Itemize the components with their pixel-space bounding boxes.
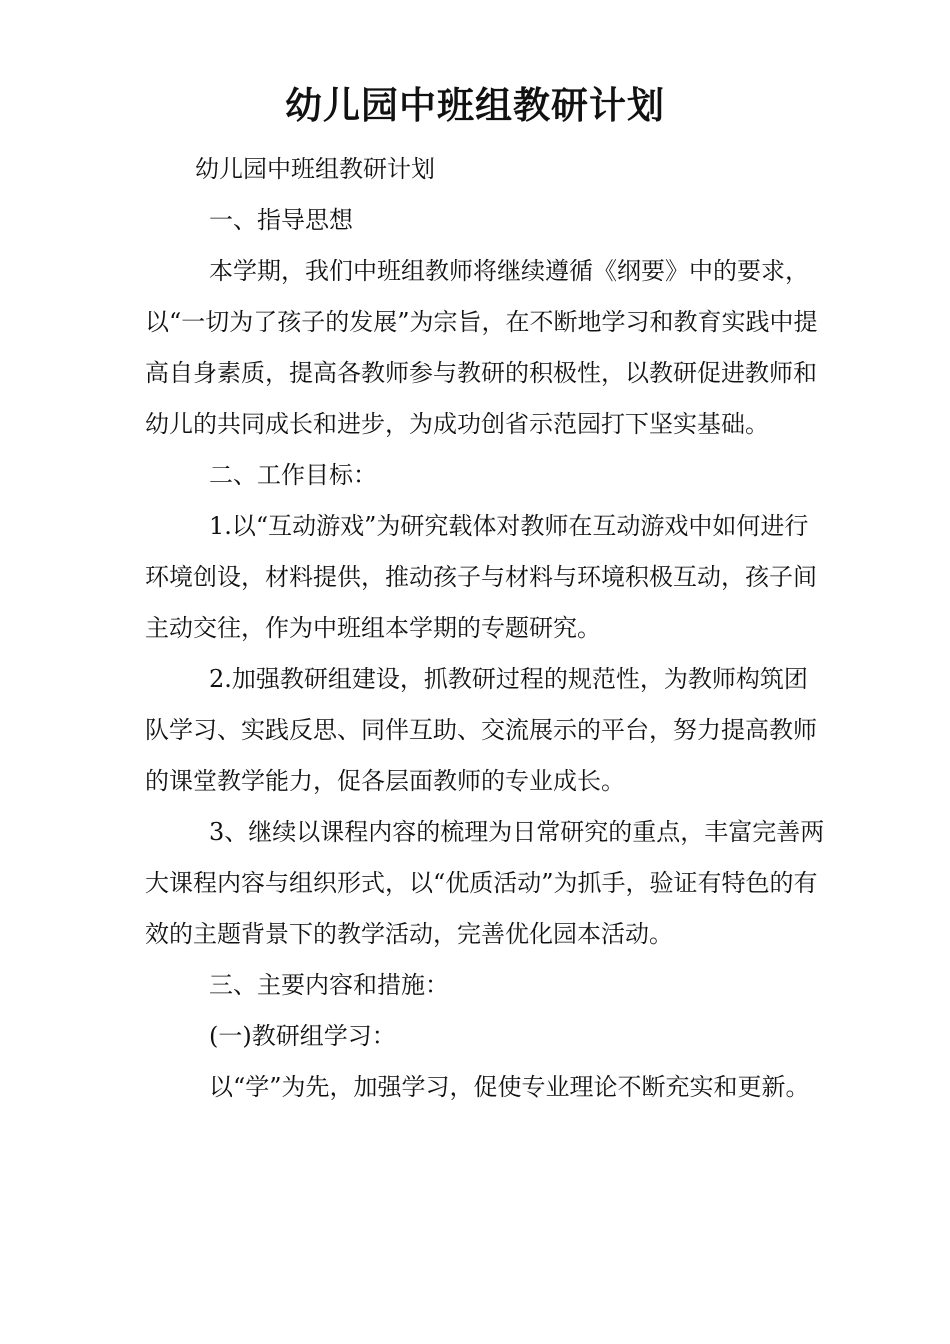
goal-item-1: 1.以“互动游戏”为研究载体对教师在互动游戏中如何进行环境创设，材料提供，推动孩子与材料与环境积极互动，孩子间主动交往，作为中班组本学期的专题研究。 [145, 512, 817, 642]
goal-item-2: 2.加强教研组建设，抓教研过程的规范性，为教师构筑团队学习、实践反思、同伴互助、交流展示的平台，努力提高教师的课堂教学能力，促各层面教师的专业成长。 [145, 665, 817, 795]
document-body [145, 144, 825, 1113]
paragraph-guiding-ideology: 本学期，我们中班组教师将继续遵循《纲要》中的要求，以“一切为了孩子的发展”为宗旨，在不断地学习和教育实践中提高自身素质，提高各教师参与教研的积极性，以教研促进教师和幼儿的共同成长和进步，为成功创省示范园打下坚实基础。 [145, 257, 818, 438]
section-heading-work-goals: 二、工作目标： [209, 461, 377, 489]
section-heading-guiding-ideology: 一、指导思想 [209, 206, 353, 234]
document-subtitle: 幼儿园中班组教研计划 [195, 155, 435, 183]
subsection-heading-study: (一)教研组学习： [209, 1022, 396, 1050]
section-heading-main-content: 三、主要内容和措施： [209, 971, 449, 999]
document-title: 幼儿园中班组教研计划 [285, 84, 665, 127]
paragraph-study: 以“学”为先，加强学习，促使专业理论不断充实和更新。 [209, 1073, 810, 1101]
goal-item-3: 3、继续以课程内容的梳理为日常研究的重点，丰富完善两大课程内容与组织形式，以“优质活动”为抓手，验证有特色的有效的主题背景下的教学活动，完善优化园本活动。 [145, 818, 825, 948]
